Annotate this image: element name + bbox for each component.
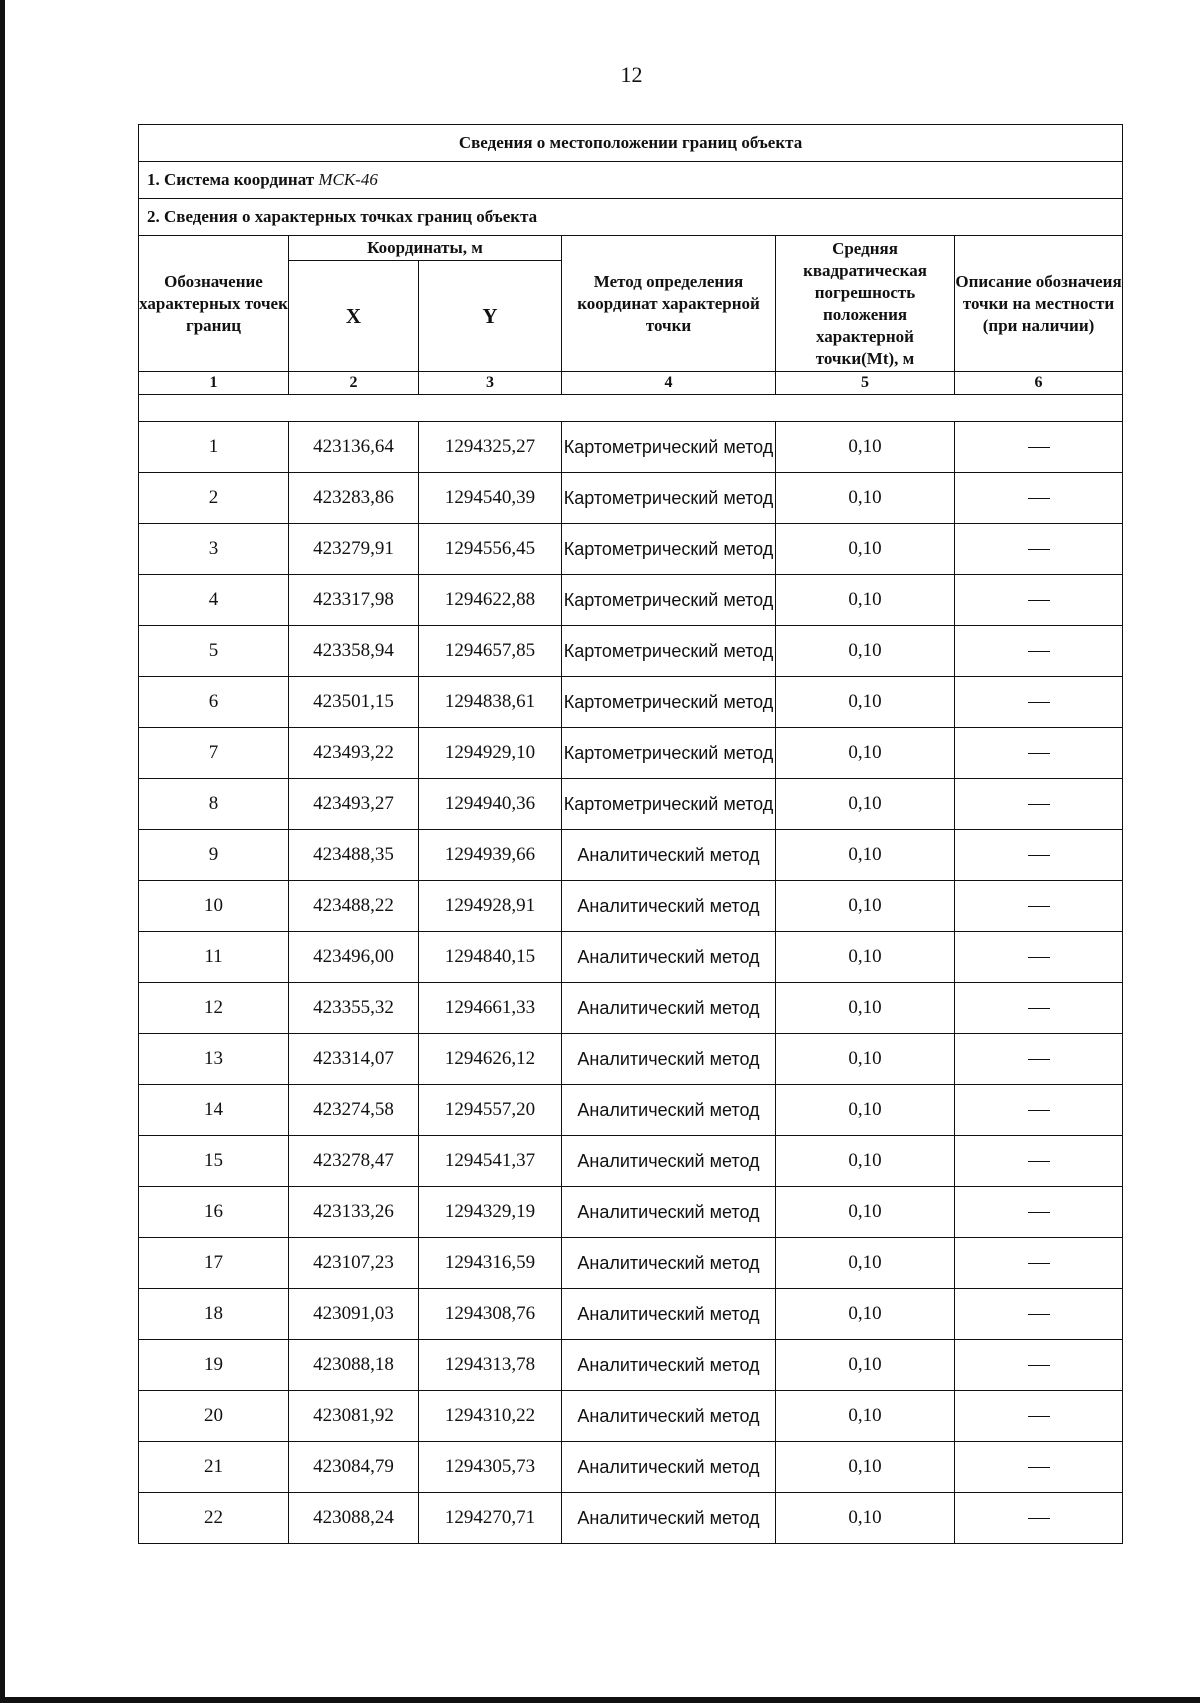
dash-mark [1028, 1518, 1050, 1519]
point-description [955, 779, 1123, 830]
y-coordinate: 1294308,76 [419, 1289, 562, 1340]
y-coordinate: 1294657,85 [419, 626, 562, 677]
point-description [955, 524, 1123, 575]
table-title: Сведения о местоположении границ объекта [139, 125, 1123, 162]
header-y: Y [419, 261, 562, 372]
table-row [139, 932, 1123, 983]
coordinate-system [139, 162, 1123, 199]
point-number: 7 [139, 728, 289, 779]
dash-mark [1028, 1212, 1050, 1213]
table-row [139, 1136, 1123, 1187]
header-error: Средняя квадратическая погрешность положения характерной точки(Mt), м [776, 236, 955, 372]
x-coordinate: 423501,15 [289, 677, 419, 728]
method: Картометрический метод [562, 677, 776, 728]
point-number: 22 [139, 1493, 289, 1544]
method: Аналитический метод [562, 1493, 776, 1544]
dash-mark [1028, 1110, 1050, 1111]
x-coordinate: 423136,64 [289, 422, 419, 473]
x-coordinate: 423091,03 [289, 1289, 419, 1340]
x-coordinate: 423314,07 [289, 1034, 419, 1085]
point-description [955, 1493, 1123, 1544]
header-coordinates: Координаты, м [289, 236, 562, 261]
dash-mark [1028, 702, 1050, 703]
dash-mark [1028, 1161, 1050, 1162]
point-number: 4 [139, 575, 289, 626]
point-number: 1 [139, 422, 289, 473]
table-row [139, 524, 1123, 575]
y-coordinate: 1294310,22 [419, 1391, 562, 1442]
header-row [139, 236, 1123, 261]
mt-error: 0,10 [776, 1391, 955, 1442]
method: Аналитический метод [562, 1034, 776, 1085]
table-row [139, 1442, 1123, 1493]
point-number: 17 [139, 1238, 289, 1289]
x-coordinate: 423355,32 [289, 983, 419, 1034]
point-number: 14 [139, 1085, 289, 1136]
table-row [139, 1085, 1123, 1136]
y-coordinate: 1294556,45 [419, 524, 562, 575]
method: Картометрический метод [562, 524, 776, 575]
dash-mark [1028, 651, 1050, 652]
point-number: 10 [139, 881, 289, 932]
table-row [139, 677, 1123, 728]
method: Картометрический метод [562, 473, 776, 524]
mt-error: 0,10 [776, 626, 955, 677]
method: Аналитический метод [562, 830, 776, 881]
dash-mark [1028, 498, 1050, 499]
method: Аналитический метод [562, 932, 776, 983]
table-row [139, 1034, 1123, 1085]
coordinate-system-label: 1. Система координат [147, 170, 315, 189]
x-coordinate: 423496,00 [289, 932, 419, 983]
mt-error: 0,10 [776, 881, 955, 932]
point-number: 21 [139, 1442, 289, 1493]
mt-error: 0,10 [776, 677, 955, 728]
points-section-heading: 2. Сведения о характерных точках границ объекта [139, 199, 1123, 236]
method: Аналитический метод [562, 881, 776, 932]
column-number: 1 [139, 372, 289, 395]
mt-error: 0,10 [776, 932, 955, 983]
mt-error: 0,10 [776, 830, 955, 881]
table-row [139, 728, 1123, 779]
table-row [139, 422, 1123, 473]
mt-error: 0,10 [776, 1034, 955, 1085]
point-description [955, 728, 1123, 779]
y-coordinate: 1294626,12 [419, 1034, 562, 1085]
dash-mark [1028, 804, 1050, 805]
y-coordinate: 1294929,10 [419, 728, 562, 779]
dash-mark [1028, 1059, 1050, 1060]
point-description [955, 1187, 1123, 1238]
point-description [955, 677, 1123, 728]
mt-error: 0,10 [776, 524, 955, 575]
x-coordinate: 423493,27 [289, 779, 419, 830]
method: Картометрический метод [562, 779, 776, 830]
table-row [139, 983, 1123, 1034]
method: Аналитический метод [562, 1136, 776, 1187]
x-coordinate: 423317,98 [289, 575, 419, 626]
header-method: Метод определения координат характерной точки [562, 236, 776, 372]
x-coordinate: 423278,47 [289, 1136, 419, 1187]
method: Аналитический метод [562, 1289, 776, 1340]
point-description [955, 1085, 1123, 1136]
x-coordinate: 423084,79 [289, 1442, 419, 1493]
page-number: 12 [620, 62, 643, 87]
column-numbers-row [139, 372, 1123, 395]
point-number: 19 [139, 1340, 289, 1391]
mt-error: 0,10 [776, 1340, 955, 1391]
point-description [955, 1340, 1123, 1391]
table-row [139, 1493, 1123, 1544]
mt-error: 0,10 [776, 983, 955, 1034]
dash-mark [1028, 855, 1050, 856]
point-number: 13 [139, 1034, 289, 1085]
x-coordinate: 423358,94 [289, 626, 419, 677]
header-x: X [289, 261, 419, 372]
table-title-row [139, 125, 1123, 162]
x-coordinate: 423274,58 [289, 1085, 419, 1136]
mt-error: 0,10 [776, 473, 955, 524]
x-coordinate: 423283,86 [289, 473, 419, 524]
point-description [955, 983, 1123, 1034]
boundary-points-table [138, 124, 1123, 1544]
table-row [139, 473, 1123, 524]
x-coordinate: 423279,91 [289, 524, 419, 575]
point-description [955, 473, 1123, 524]
mt-error: 0,10 [776, 779, 955, 830]
y-coordinate: 1294939,66 [419, 830, 562, 881]
point-number: 9 [139, 830, 289, 881]
y-coordinate: 1294541,37 [419, 1136, 562, 1187]
point-description [955, 1034, 1123, 1085]
column-number: 6 [955, 372, 1123, 395]
table-row [139, 1340, 1123, 1391]
dash-mark [1028, 906, 1050, 907]
point-number: 8 [139, 779, 289, 830]
mt-error: 0,10 [776, 1187, 955, 1238]
y-coordinate: 1294329,19 [419, 1187, 562, 1238]
y-coordinate: 1294928,91 [419, 881, 562, 932]
scan-edge-left [0, 0, 5, 1703]
method: Аналитический метод [562, 1187, 776, 1238]
point-number: 20 [139, 1391, 289, 1442]
x-coordinate: 423133,26 [289, 1187, 419, 1238]
table-row [139, 575, 1123, 626]
dash-mark [1028, 1365, 1050, 1366]
point-description [955, 1289, 1123, 1340]
y-coordinate: 1294325,27 [419, 422, 562, 473]
y-coordinate: 1294661,33 [419, 983, 562, 1034]
point-description [955, 422, 1123, 473]
points-section-row [139, 199, 1123, 236]
point-number: 16 [139, 1187, 289, 1238]
point-number: 11 [139, 932, 289, 983]
column-number: 3 [419, 372, 562, 395]
point-description [955, 932, 1123, 983]
dash-mark [1028, 753, 1050, 754]
mt-error: 0,10 [776, 728, 955, 779]
x-coordinate: 423107,23 [289, 1238, 419, 1289]
point-description [955, 626, 1123, 677]
y-coordinate: 1294305,73 [419, 1442, 562, 1493]
x-coordinate: 423488,35 [289, 830, 419, 881]
dash-mark [1028, 1467, 1050, 1468]
x-coordinate: 423488,22 [289, 881, 419, 932]
x-coordinate: 423088,18 [289, 1340, 419, 1391]
table-row [139, 1289, 1123, 1340]
method: Картометрический метод [562, 626, 776, 677]
table-row [139, 779, 1123, 830]
y-coordinate: 1294316,59 [419, 1238, 562, 1289]
method: Аналитический метод [562, 1085, 776, 1136]
coordinate-system-row [139, 162, 1123, 199]
dash-mark [1028, 1416, 1050, 1417]
point-number: 6 [139, 677, 289, 728]
point-description [955, 575, 1123, 626]
mt-error: 0,10 [776, 1493, 955, 1544]
method: Аналитический метод [562, 983, 776, 1034]
x-coordinate: 423081,92 [289, 1391, 419, 1442]
point-description [955, 1238, 1123, 1289]
column-number: 5 [776, 372, 955, 395]
dash-mark [1028, 1008, 1050, 1009]
table-row [139, 830, 1123, 881]
mt-error: 0,10 [776, 1085, 955, 1136]
table-row [139, 1391, 1123, 1442]
dash-mark [1028, 1314, 1050, 1315]
point-number: 3 [139, 524, 289, 575]
y-coordinate: 1294540,39 [419, 473, 562, 524]
point-description [955, 1391, 1123, 1442]
point-description [955, 1442, 1123, 1493]
coordinate-system-value: МСК-46 [318, 170, 378, 189]
x-coordinate: 423088,24 [289, 1493, 419, 1544]
scan-edge-bottom [0, 1697, 1200, 1703]
table-row [139, 626, 1123, 677]
method: Аналитический метод [562, 1238, 776, 1289]
y-coordinate: 1294840,15 [419, 932, 562, 983]
y-coordinate: 1294622,88 [419, 575, 562, 626]
header-description: Описание обозначеия точки на местности (при наличии) [955, 236, 1123, 372]
y-coordinate: 1294940,36 [419, 779, 562, 830]
header-designation: Обозначение характерных точек границ [139, 236, 289, 372]
mt-error: 0,10 [776, 1442, 955, 1493]
method: Картометрический метод [562, 422, 776, 473]
method: Картометрический метод [562, 575, 776, 626]
mt-error: 0,10 [776, 1289, 955, 1340]
table-row [139, 1187, 1123, 1238]
y-coordinate: 1294557,20 [419, 1085, 562, 1136]
point-number: 5 [139, 626, 289, 677]
point-number: 15 [139, 1136, 289, 1187]
mt-error: 0,10 [776, 1136, 955, 1187]
y-coordinate: 1294838,61 [419, 677, 562, 728]
method: Аналитический метод [562, 1442, 776, 1493]
method: Картометрический метод [562, 728, 776, 779]
mt-error: 0,10 [776, 575, 955, 626]
dash-mark [1028, 1263, 1050, 1264]
spacer-row [139, 395, 1123, 422]
method: Аналитический метод [562, 1340, 776, 1391]
point-number: 12 [139, 983, 289, 1034]
point-description [955, 830, 1123, 881]
table-row [139, 1238, 1123, 1289]
dash-mark [1028, 549, 1050, 550]
dash-mark [1028, 957, 1050, 958]
point-description [955, 1136, 1123, 1187]
y-coordinate: 1294313,78 [419, 1340, 562, 1391]
mt-error: 0,10 [776, 1238, 955, 1289]
mt-error: 0,10 [776, 422, 955, 473]
column-number: 2 [289, 372, 419, 395]
column-number: 4 [562, 372, 776, 395]
dash-mark [1028, 600, 1050, 601]
point-description [955, 881, 1123, 932]
y-coordinate: 1294270,71 [419, 1493, 562, 1544]
table-row [139, 881, 1123, 932]
dash-mark [1028, 447, 1050, 448]
x-coordinate: 423493,22 [289, 728, 419, 779]
point-number: 18 [139, 1289, 289, 1340]
method: Аналитический метод [562, 1391, 776, 1442]
point-number: 2 [139, 473, 289, 524]
